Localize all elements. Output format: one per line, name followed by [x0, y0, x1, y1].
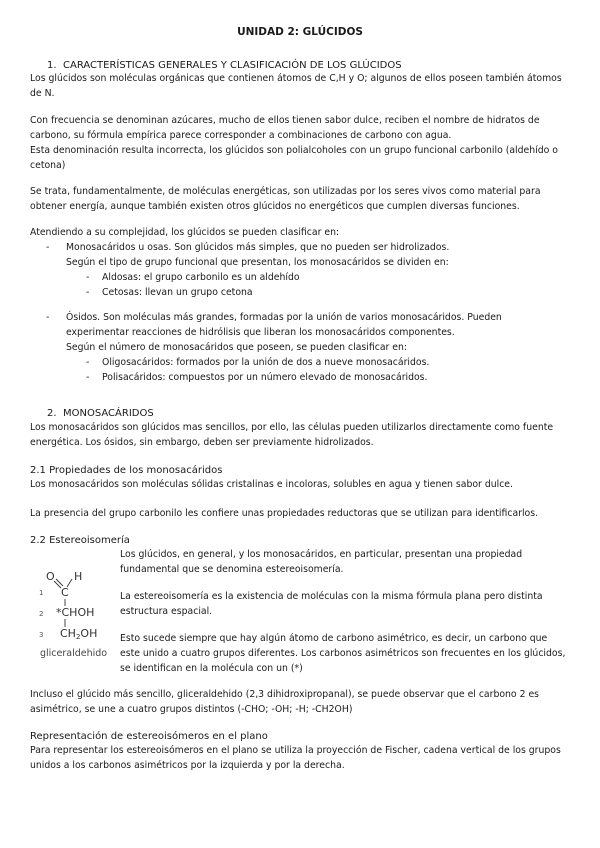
list-subtext-osidos: Según el número de monosacáridos que poseen, se pueden clasificar en:	[66, 342, 408, 353]
figure-carbon-1: C	[61, 586, 69, 599]
list-item-osidos: Ósidos. Son moléculas más grandes, formadas por la unión de varios monosacáridos. Pueden	[66, 312, 502, 323]
list-subtext-monosacaridos: Según el tipo de grupo funcional que presentan, los monosacáridos se dividen en:	[66, 257, 449, 268]
paragraph-reductoras: La presencia del grupo carbonilo les confiere unas propiedades reductoras que se utilizan para identificarlos.	[30, 508, 539, 519]
carbon-number-3: 3	[39, 631, 44, 639]
section-2-number: 2.	[47, 408, 57, 419]
subsection-2-2-heading: 2.2 Estereoisomería	[30, 535, 130, 546]
carbon-number-1: 1	[39, 589, 44, 597]
figure-carbon-3-ch: CH	[60, 627, 76, 640]
figure-carbon-3	[60, 627, 97, 641]
list-item-osidos-cont: experimentar reacciones de hidrólisis que liberan los monosacáridos componentes.	[66, 327, 455, 338]
paragraph-carbono-asimetrico: Esto sucede siempre que hay algún átomo de carbono asimétrico, es decir, un carbono que este unido a cuatro grupos diferentes. Los carbonos asimétricos son frecuentes en los glúcidos, se identifican en la molécula con un (*)	[120, 633, 566, 674]
list-item-cetosas: Cetosas: llevan un grupo cetona	[102, 287, 253, 298]
double-bond-line	[56, 579, 63, 586]
subsection-2-1-heading: 2.1 Propiedades de los monosacáridos	[30, 465, 223, 476]
figure-caption: gliceraldehido	[40, 648, 108, 659]
subsection-representacion-heading: Representación de estereoisómeros en el plano	[30, 731, 268, 742]
paragraph-propiedades: Los monosacáridos son moléculas sólidas cristalinas e incoloras, solubles en agua y tienen sabor dulce.	[30, 479, 513, 490]
section-2-title: MONOSACÁRIDOS	[63, 408, 154, 419]
paragraph-gliceraldehido: Incluso el glúcido más sencillo, gliceraldehido (2,3 dihidroxipropanal), se puede observar que el carbono 2 es asimétrico, se une a cuatro grupos distintos (-CHO; -OH; -H; -CH2OH)	[30, 689, 540, 715]
figure-carbon-3-oh: OH	[80, 627, 98, 640]
list-item-aldosas: Aldosas: el grupo carbonilo es un aldehído	[102, 272, 300, 283]
paragraph-denominacion: Esta denominación resulta incorrecta, los glúcidos son polialcoholes con un grupo funcional carbonilo (aldehído o cetona)	[30, 145, 558, 171]
figure-carbon-2: *CHOH	[56, 606, 95, 619]
paragraph-estereoisomeria-intro: Los glúcidos, en general, y los monosacáridos, en particular, presentan una propiedad fundamental que se denomina estereoisomería.	[120, 549, 523, 575]
paragraph-clasificacion: Atendiendo a su complejidad, los glúcidos se pueden clasificar en:	[30, 227, 340, 238]
figure-hydrogen: H	[74, 570, 83, 583]
gliceraldehido-figure	[36, 565, 116, 665]
double-bond-line	[54, 581, 61, 588]
paragraph-energeticas: Se trata, fundamentalmente, de moléculas energéticas, son utilizadas por los seres vivos como material para obtener energía, aunque también existen otros glúcidos no energéticos que cumplen diversas funciones.	[30, 186, 541, 212]
figure-carbon-3-subscript: 2	[75, 633, 81, 641]
list-dash: -	[46, 312, 50, 323]
paragraph-definition: Los glúcidos son moléculas orgánicas que contienen átomos de C,H y O; algunos de ellos poseen también átomos de N.	[30, 73, 562, 99]
list-dash: -	[86, 287, 90, 298]
paragraph-monosacaridos: Los monosacáridos son glúcidos mas sencillos, por ello, las células pueden utilizarlos directamente como fuente energética. Los ósidos, sin embargo, deben ser previamente hidrolizados.	[30, 422, 554, 448]
section-1-number: 1.	[47, 60, 57, 71]
list-dash: -	[86, 357, 90, 368]
paragraph-azucares: Con frecuencia se denominan azúcares, mucho de ellos tienen sabor dulce, reciben el nombre de hidratos de carbono, su fórmula empírica parece corresponder a combinaciones de carbono con agua.	[30, 115, 540, 141]
page-title: UNIDAD 2: GLÚCIDOS	[237, 26, 363, 38]
section-2-heading	[47, 406, 154, 421]
list-dash: -	[86, 272, 90, 283]
list-item-monosacaridos: Monosacáridos u osas. Son glúcidos más simples, que no pueden ser hidrolizados.	[66, 242, 450, 253]
figure-oxygen: O	[46, 570, 55, 583]
carbon-number-2: 2	[39, 610, 44, 618]
list-dash: -	[86, 372, 90, 383]
paragraph-estereoisomeria-def: La estereoisomería es la existencia de moléculas con la misma fórmula plana pero distinta estructura espacial.	[120, 591, 543, 617]
list-item-oligosacaridos: Oligosacáridos: formados por la unión de dos a nueve monosacáridos.	[102, 357, 430, 368]
paragraph-fischer: Para representar los estereoisómeros en el plano se utiliza la proyección de Fischer, cadena vertical de los grupos unidos a los carbonos asimétricos por la izquierda y por la derecha.	[30, 745, 561, 771]
list-item-polisacaridos: Polisacáridos: compuestos por un número elevado de monosacáridos.	[102, 372, 428, 383]
list-dash: -	[46, 242, 50, 253]
section-1-title: CARACTERÍSTICAS GENERALES Y CLASIFICACIÓN DE LOS GLÚCIDOS	[63, 60, 402, 71]
